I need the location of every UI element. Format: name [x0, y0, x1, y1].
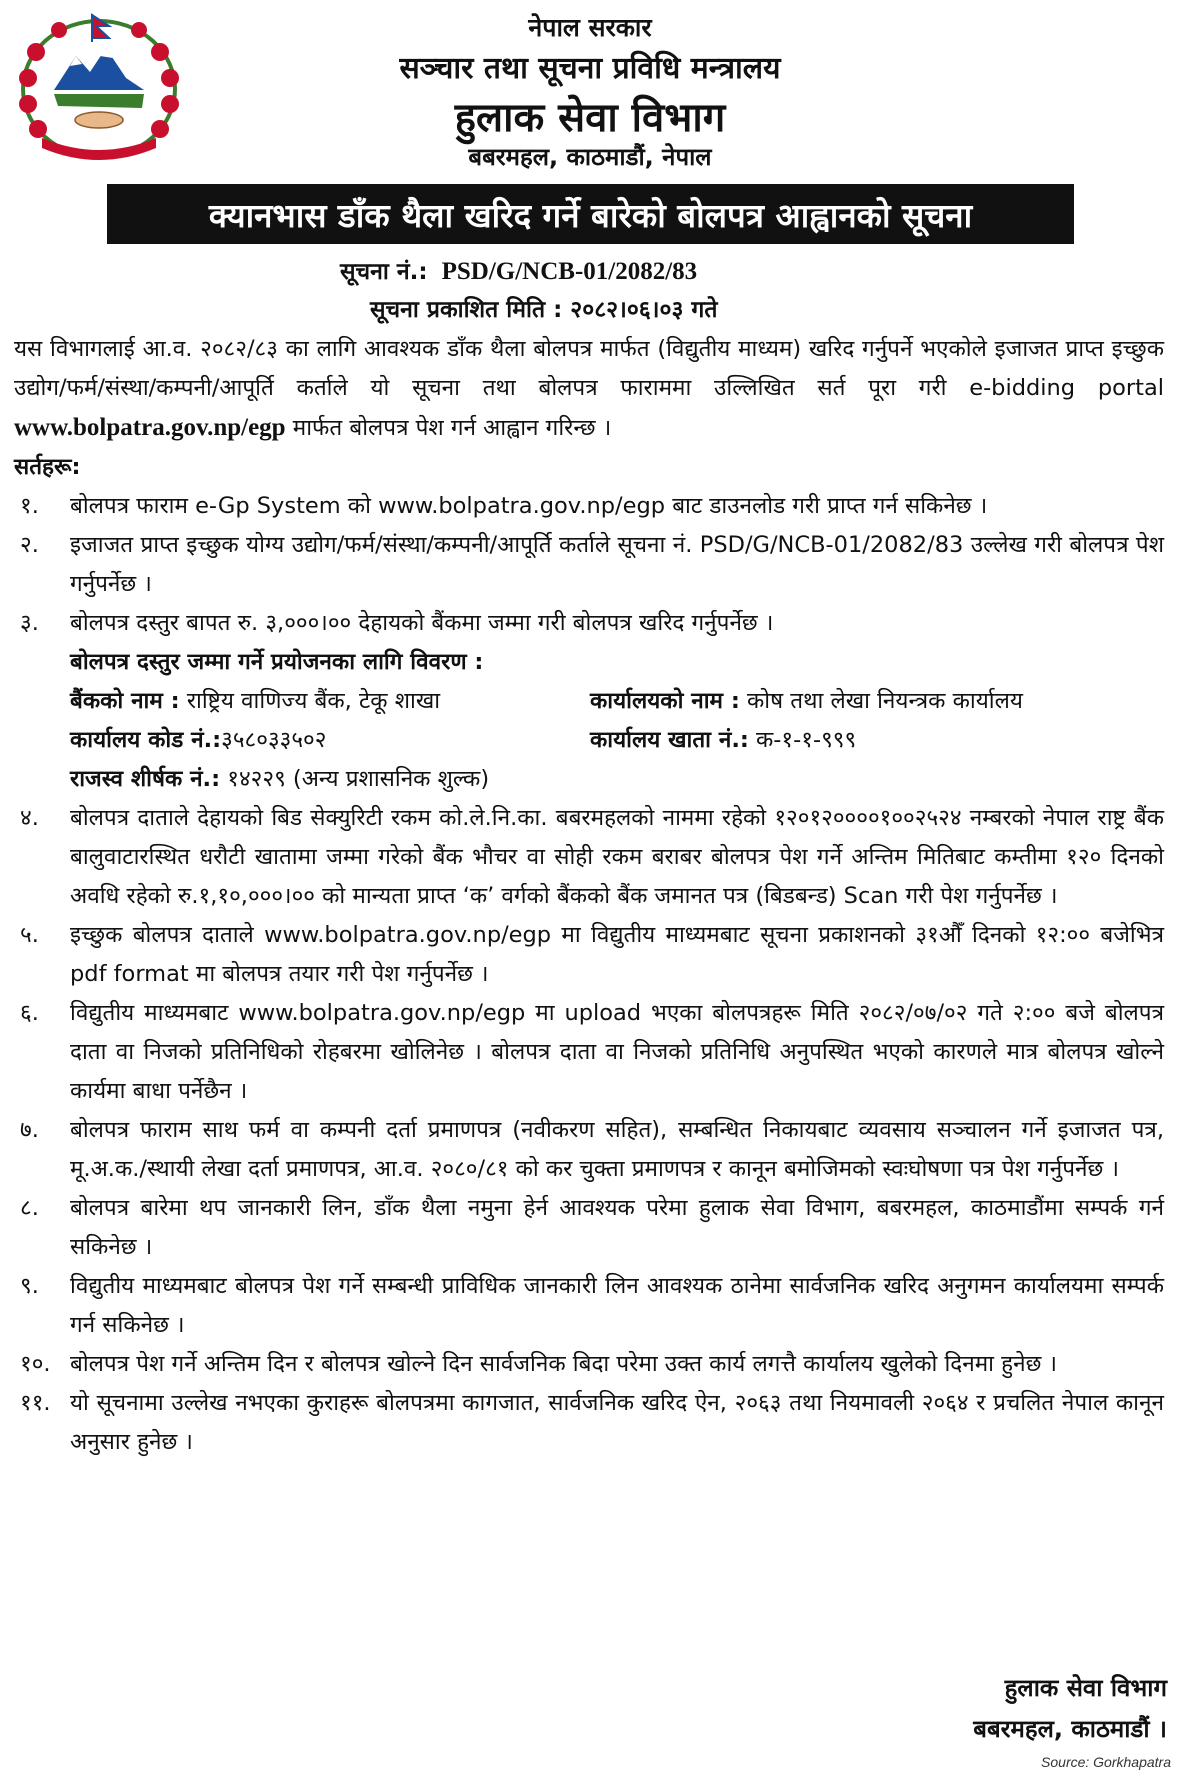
intro-paragraph: यस विभागलाई आ.व. २०८२/८३ का लागि आवश्यक डाँक थैला बोलपत्र मार्फत (विद्युतीय माध्यम) खरिद गर्नुपर्ने भएकोले इजाजत प्राप्त इच्छुक उद्योग/फर्म/संस्था/कम्पनी/आपूर्ति कर्ताले यो सूचना तथा बोलपत्र फाराममा उल्लिखित सर्त पूरा गरी e-bidding portal www.bolpatra.gov.np/egp मार्फत बोलपत्र पेश गर्न आह्वान गरिन्छ । [14, 336, 1164, 441]
condition-item: १. बोलपत्र फाराम e-Gp System को www.bolpatra.gov.np/egp बाट डाउनलोड गरी प्राप्त गर्न सकिनेछ । [20, 493, 988, 519]
notice-body [14, 330, 1164, 1462]
account-number-label: कार्यालय खाता नं.: [590, 727, 749, 753]
revenue-head-value: १४२२९ (अन्य प्रशासनिक शुल्क) [227, 766, 490, 792]
bank-name-value: राष्ट्रिय वाणिज्य बैंक, टेकू शाखा [186, 688, 441, 714]
government-name: नेपाल सरकार [528, 13, 652, 42]
condition-item: ५. इच्छुक बोलपत्र दाताले www.bolpatra.gov.np/egp मा विद्युतीय माध्यमबाट सूचना प्रकाशनको ३१औँ दिनको १२:०० बजेभित्र pdf format मा बोलपत्र तयार गरी पेश गर्नुपर्नेछ । [20, 922, 1164, 987]
account-number-value: क-१-१-९९९ [756, 727, 857, 753]
publication-date: सूचना प्रकाशित मिति : २०८२।०६।०३ गते [370, 297, 718, 323]
conditions-list [14, 487, 1164, 643]
revenue-head-label: राजस्व शीर्षक नं.: [70, 766, 221, 792]
office-code-value: ३५८०३३५०२ [221, 727, 327, 753]
office-name-label: कार्यालयको नाम : [590, 688, 740, 714]
bank-name-label: बैंकको नाम : [70, 688, 180, 714]
fee-details [14, 643, 1164, 799]
office-code-label: कार्यालय कोड नं.: [70, 727, 222, 753]
signature-address: बबरमहल, काठमाडौं । [973, 1715, 1167, 1743]
notice-title-banner [107, 184, 1074, 244]
conditions-list-continued [14, 799, 1164, 1462]
office-name-value: कोष तथा लेखा नियन्त्रक कार्यालय [747, 688, 1023, 714]
department-address: बबरमहल, काठमाडौं, नेपाल [468, 143, 712, 171]
condition-item: ३. बोलपत्र दस्तुर बापत रु. ३,०००।०० देहायको बैंकमा जम्मा गरी बोलपत्र खरिद गर्नुपर्नेछ । [20, 610, 774, 636]
ministry-name: सञ्चार तथा सूचना प्रविधि मन्त्रालय [399, 51, 781, 86]
notice-number-label: सूचना नं.: [340, 259, 428, 285]
notice-title: क्यानभास डाँक थैला खरिद गर्ने बारेको बोलपत्र आह्वानको सूचना [208, 195, 973, 235]
notice-number-value: PSD/G/NCB-01/2082/83 [441, 258, 698, 285]
condition-item: ७. बोलपत्र फाराम साथ फर्म वा कम्पनी दर्ता प्रमाणपत्र (नवीकरण सहित), सम्बन्धित निकायबाट व्यवसाय सञ्चालन गर्ने इजाजत पत्र, मू.अ.क./स्थायी लेखा दर्ता प्रमाणपत्र, आ.व. २०८०/८१ को कर चुक्ता प्रमाणपत्र र कानून बमोजिमको स्वःघोषणा पत्र पेश गर्नुपर्नेछ । [20, 1117, 1164, 1182]
condition-item: ४. बोलपत्र दाताले देहायको बिड सेक्युरिटी रकम को.ले.नि.का. बबरमहलको नाममा रहेको १२०१२००००१००२५२४ नम्बरको नेपाल राष्ट्र बैंक बालुवाटारस्थित धरौटी खातामा जम्मा गरेको बैंक भौचर वा सोही रकम बराबर बोलपत्र पेश गर्ने अन्तिम मितिबाट कम्तीमा १२० दिनको अवधि रहेको रु.१,१०,०००।०० को मान्यता प्राप्त ‘क’ वर्गको बैंकको बैंक जमानत पत्र (बिडबन्ड) Scan गरी पेश गर्नुपर्नेछ । [20, 805, 1164, 909]
nepal-emblem-icon [14, 12, 184, 166]
condition-item: ११. यो सूचनामा उल्लेख नभएका कुराहरू बोलपत्रमा कागजात, सार्वजनिक खरिद ऐन, २०६३ तथा नियमावली २०६४ र प्रचलित नेपाल कानून अनुसार हुनेछ । [20, 1390, 1164, 1455]
department-name: हुलाक सेवा विभाग [454, 95, 726, 141]
condition-item: ६. विद्युतीय माध्यमबाट www.bolpatra.gov.np/egp मा upload भएका बोलपत्रहरू मिति २०८२/०७/०२ गते २:०० बजे बोलपत्र दाता वा निजको प्रतिनिधिको रोहबरमा खोलिनेछ । बोलपत्र दाता वा निजको प्रतिनिधि अनुपस्थित भएको कारणले मात्र बोलपत्र खोल्ने कार्यमा बाधा पर्नेछैन । [20, 1000, 1164, 1104]
condition-item: १०. बोलपत्र पेश गर्ने अन्तिम दिन र बोलपत्र खोल्ने दिन सार्वजनिक बिदा परेमा उक्त कार्य लगत्तै कार्यालय खुलेको दिनमा हुनेछ । [20, 1351, 1058, 1377]
condition-item: २. इजाजत प्राप्त इच्छुक योग्य उद्योग/फर्म/संस्था/कम्पनी/आपूर्ति कर्ताले सूचना नं. PSD/G/NCB-01/2082/83 उल्लेख गरी बोलपत्र पेश गर्नुपर्नेछ । [20, 532, 1164, 597]
signature-department: हुलाक सेवा विभाग [1004, 1674, 1167, 1702]
condition-item: ८. बोलपत्र बारेमा थप जानकारी लिन, डाँक थैला नमुना हेर्न आवश्यक परेमा हुलाक सेवा विभाग, बबरमहल, काठमाडौंमा सम्पर्क गर्न सकिनेछ । [20, 1195, 1164, 1260]
signature-block [973, 1668, 1167, 1750]
conditions-heading: सर्तहरू: [14, 454, 81, 480]
notice-number [340, 254, 697, 286]
condition-item: ९. विद्युतीय माध्यमबाट बोलपत्र पेश गर्ने सम्बन्धी प्राविधिक जानकारी लिन आवश्यक ठानेमा सार्वजनिक खरिद अनुगमन कार्यालयमा सम्पर्क गर्न सकिनेछ । [20, 1273, 1164, 1338]
bolpatra-link[interactable]: www.bolpatra.gov.np/egp [14, 414, 286, 441]
fee-details-title: बोलपत्र दस्तुर जम्मा गर्ने प्रयोजनका लागि विवरण : [70, 649, 484, 675]
source-credit: Source: Gorkhapatra [1041, 1754, 1171, 1770]
